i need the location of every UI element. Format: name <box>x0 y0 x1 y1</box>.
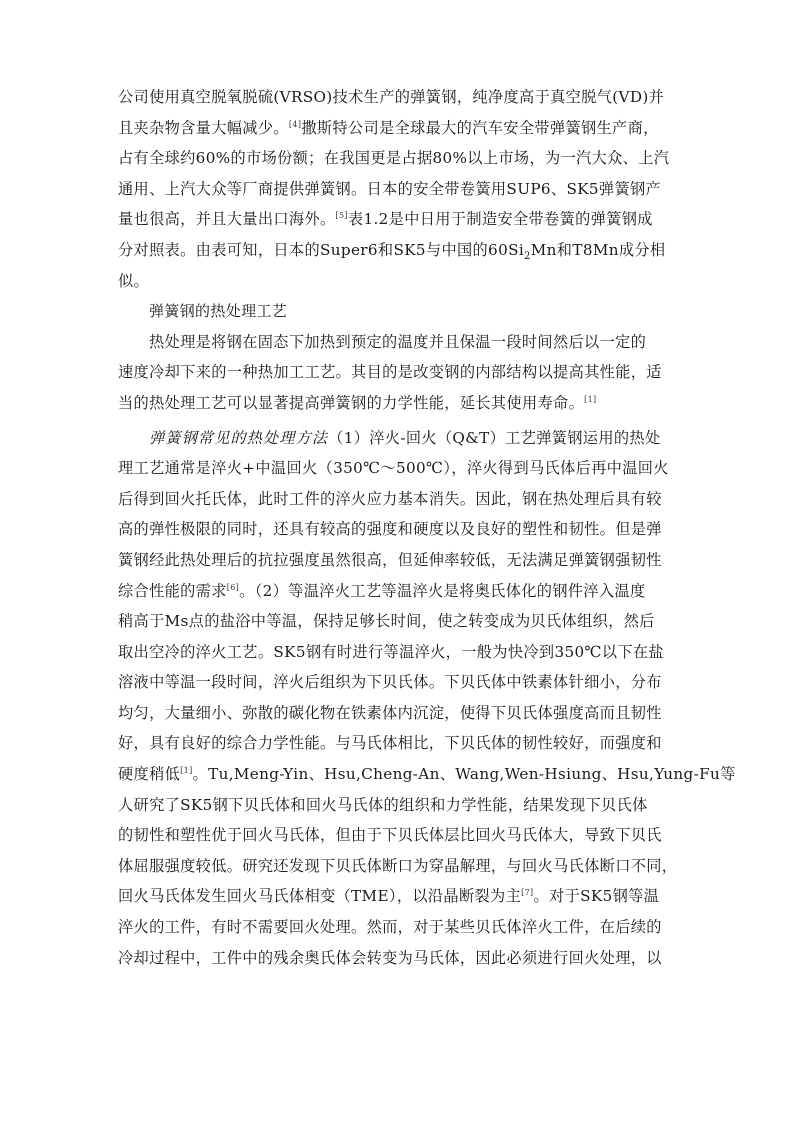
document-page <box>118 82 736 973</box>
text-line: 似。 <box>118 271 150 290</box>
text-line: 稍高于Ms点的盐浴中等温，保持足够长时间，使之转变成为贝氏体组织，然后 <box>118 612 655 631</box>
citation-ref-6: [6] <box>226 582 240 592</box>
text-run: 且夹杂物含量大幅减少。 <box>118 118 289 137</box>
text-line <box>118 204 676 235</box>
text-run: 回火马氏体发生回火马氏体相变（TME），以沿晶断裂为主 <box>118 887 522 906</box>
text-run: 表1.2是中日用于制造安全带卷簧的弹簧钢成 <box>347 210 653 229</box>
text-line: 体屈服强度较低。研究还发现下贝氏体断口为穿晶解理，与回火马氏体断口不同， <box>118 856 678 875</box>
text-run: 分对照表。由表可知，日本的Super6和SK5与中国的60Si <box>118 240 525 259</box>
text-run: 硬度稍低 <box>118 765 181 784</box>
text-line: 好，具有良好的综合力学性能。与马氏体相比，下贝氏体的韧性较好，而强度和 <box>118 734 662 753</box>
text-run: （1）淬火-回火（Q&T）工艺弹簧钢运用的热处 <box>328 428 661 447</box>
text-line: 占有全球约60%的市场份额；在我国更是占据80%以上市场，为一汽大众、上汽 <box>118 149 670 168</box>
text-run: 当的热处理工艺可以显著提高弹簧钢的力学性能，延长其使用寿命。 <box>118 393 585 412</box>
methods-paragraph <box>118 423 736 974</box>
text-line: 速度冷却下来的一种热加工工艺。其目的是改变钢的内部结构以提高其性能，适 <box>118 363 662 382</box>
text-line: 的韧性和塑性优于回火马氏体，但由于下贝氏体层比回火马氏体大，导致下贝氏 <box>118 826 662 845</box>
citation-ref-5: [5] <box>335 211 348 221</box>
intro-paragraph <box>118 82 676 296</box>
text-run: 。对于SK5钢等温 <box>533 887 660 906</box>
text-line: 通用、上汽大众等厂商提供弹簧钢。日本的安全带卷簧用SUP6、SK5弹簧钢产 <box>118 179 662 198</box>
text-run: 。（2）等温淬火工艺等温淬火是将奥氏体化的钢件淬入温度 <box>239 581 646 600</box>
text-line <box>118 576 676 607</box>
text-run: 量也很高，并且大量出口海外。 <box>118 210 336 229</box>
text-run: 。Tu,Meng-Yin、Hsu,Cheng-An、Wang,Wen-Hsiung、Hsu,Yung-Fu等 <box>192 765 736 784</box>
citation-ref-1: [1] <box>180 766 193 775</box>
text-line: 公司使用真空脱氧脱硫(VRSO)技术生产的弹簧钢，纯净度高于真空脱气(VD)并 <box>118 88 665 106</box>
text-line: 溶液中等温一段时间，淬火后组织为下贝氏体。下贝氏体中铁素体针细小，分布 <box>118 673 662 692</box>
text-line <box>118 881 676 912</box>
citation-ref-1: [1] <box>584 394 597 404</box>
text-line <box>118 423 676 454</box>
citation-ref-7: [7] <box>521 888 534 898</box>
text-line: 高的弹性极限的同时，还具有较高的强度和硬度以及良好的塑性和韧性。但是弹 <box>118 520 662 539</box>
text-run: 撒斯特公司是全球最大的汽车安全带弹簧钢生产商， <box>301 118 659 137</box>
text-line <box>118 235 676 266</box>
text-line: 后得到回火托氏体，此时工件的淬火应力基本消失。因此，钢在热处理后具有较 <box>118 489 662 508</box>
text-run: 综合性能的需求 <box>118 581 227 600</box>
text-line <box>118 388 676 419</box>
text-line: 理工艺通常是淬火+中温回火（350℃～500℃），淬火得到马氏体后再中温回火 <box>118 459 669 478</box>
text-line <box>118 113 676 144</box>
text-run: Mn和T8Mn成分相 <box>530 240 666 259</box>
subheading: 弹簧钢常见的热处理方法 <box>149 428 329 447</box>
citation-ref-4: [4] <box>288 119 302 129</box>
text-line: 热处理是将钢在固态下加热到预定的温度并且保温一段时间然后以一定的 <box>149 332 647 351</box>
heat-treatment-paragraph <box>118 327 676 419</box>
text-line: 人研究了SK5钢下贝氏体和回火马氏体的组织和力学性能，结果发现下贝氏体 <box>118 795 648 814</box>
text-line: 均匀，大量细小、弥散的碳化物在铁素体内沉淀，使得下贝氏体强度高而且韧性 <box>118 703 662 722</box>
text-line: 取出空冷的淬火工艺。SK5钢有时进行等温淬火，一般为快冷到350℃以下在盐 <box>118 642 664 661</box>
text-line: 簧钢经此热处理后的抗拉强度虽然很高，但延伸率较低，无法满足弹簧钢强韧性 <box>118 550 662 569</box>
text-line: 冷却过程中，工件中的残余奥氏体会转变为马氏体，因此必须进行回火处理，以 <box>118 948 662 967</box>
text-line <box>118 759 736 790</box>
section-heading: 弹簧钢的热处理工艺 <box>149 302 288 321</box>
text-line: 淬火的工件，有时不需要回火处理。然而，对于某些贝氏体淬火工件，在后续的 <box>118 918 662 937</box>
subscript: 2 <box>524 251 531 262</box>
